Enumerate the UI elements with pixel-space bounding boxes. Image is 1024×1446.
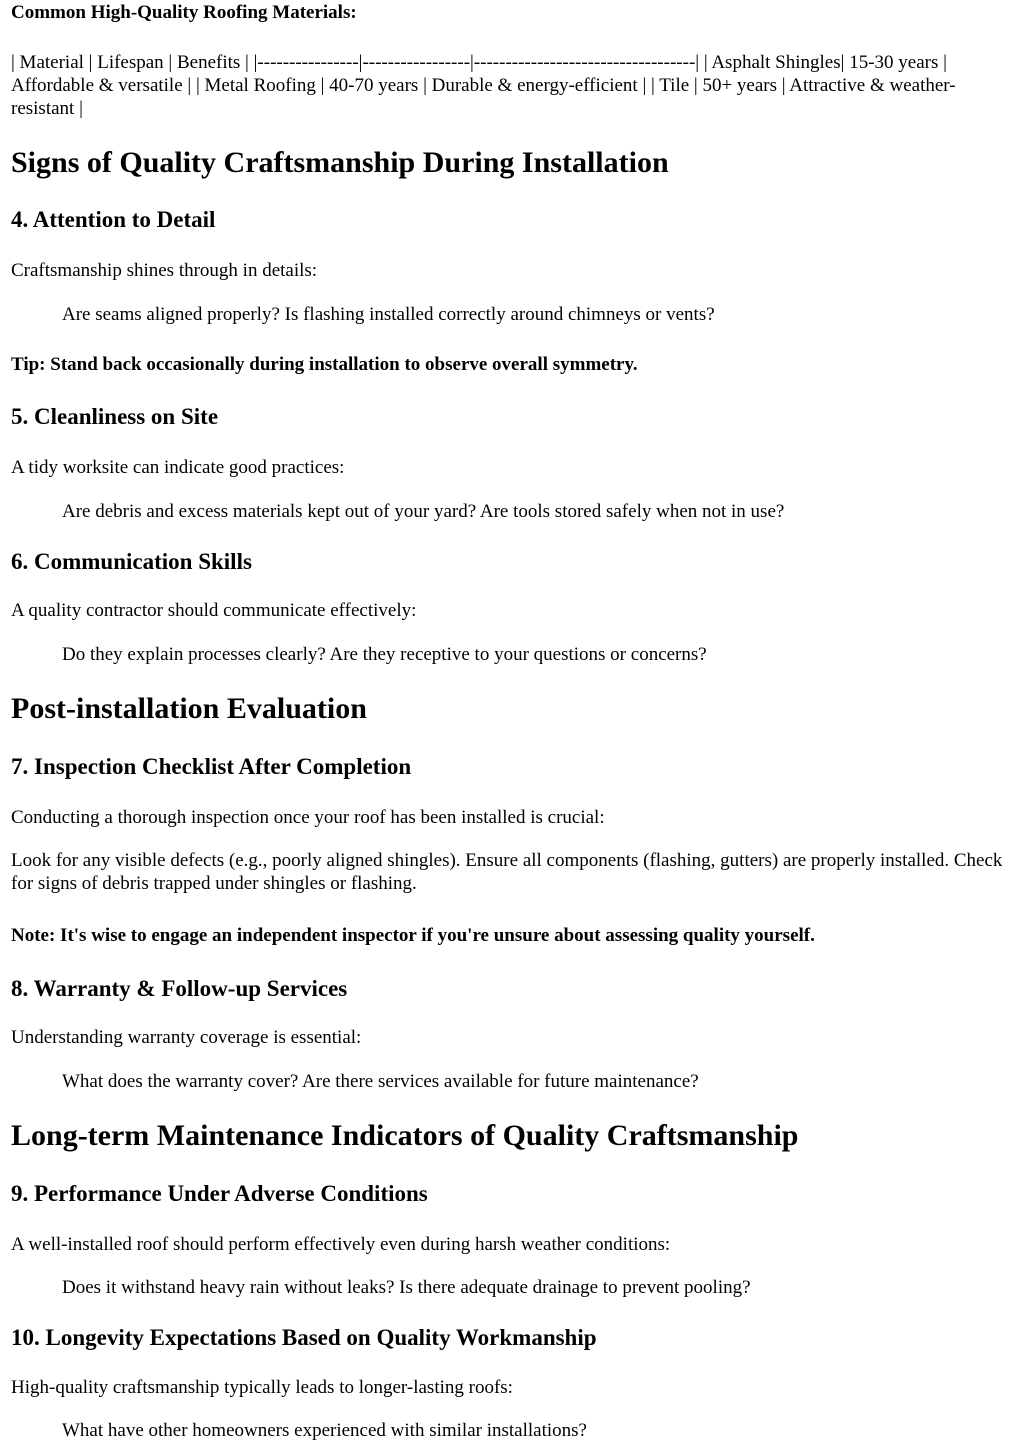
paragraph-warranty-intro: Understanding warranty coverage is essential: (11, 1027, 362, 1048)
section-heading-long-term: Long-term Maintenance Indicators of Quality Craftsmanship (11, 1119, 799, 1152)
blockquote-longevity: What have other homeowners experienced with similar installations? (62, 1420, 587, 1441)
paragraph-inspection-body: Look for any visible defects (e.g., poorly aligned shingles). Ensure all components (flashing, gutters) are properly installed. Check for signs of debris trapped under shingles or flashing. (11, 850, 1003, 894)
section-heading-installation: Signs of Quality Craftsmanship During Installation (11, 146, 669, 179)
subheading-longevity: 10. Longevity Expectations Based on Quality Workmanship (11, 1325, 597, 1350)
paragraph-inspection-intro: Conducting a thorough inspection once your roof has been installed is crucial: (11, 807, 605, 828)
materials-table-text: | Material | Lifespan | Benefits | |----------------|-----------------|-----------------------------------| | Asphalt Shingles| 15-30 years | Affordable & versatile | | Metal Roofing | 40-70 years | Durable & energy-efficient | | Tile | 50+ years | Attractive & weather-resistant | (11, 52, 956, 119)
blockquote-communication: Do they explain processes clearly? Are they receptive to your questions or concerns? (62, 644, 707, 665)
paragraph-longevity-intro: High-quality craftsmanship typically leads to longer-lasting roofs: (11, 1377, 513, 1398)
tip-text: Tip: Stand back occasionally during installation to observe overall symmetry. (11, 354, 638, 375)
materials-heading: Common High-Quality Roofing Materials: (11, 2, 357, 23)
blockquote-warranty: What does the warranty cover? Are there services available for future maintenance? (62, 1071, 699, 1092)
paragraph-communication-intro: A quality contractor should communicate effectively: (11, 600, 417, 621)
blockquote-cleanliness: Are debris and excess materials kept out of your yard? Are tools stored safely when not in use? (62, 501, 785, 522)
section-heading-post-installation: Post-installation Evaluation (11, 692, 367, 725)
paragraph-performance-intro: A well-installed roof should perform effectively even during harsh weather conditions: (11, 1234, 671, 1255)
subheading-warranty: 8. Warranty & Follow-up Services (11, 976, 348, 1001)
note-text: Note: It's wise to engage an independent inspector if you're unsure about assessing quality yourself. (11, 925, 815, 946)
paragraph-cleanliness-intro: A tidy worksite can indicate good practices: (11, 457, 345, 478)
blockquote-detail: Are seams aligned properly? Is flashing installed correctly around chimneys or vents? (62, 304, 715, 325)
blockquote-performance: Does it withstand heavy rain without leaks? Is there adequate drainage to prevent pooling? (62, 1277, 751, 1298)
paragraph-detail-intro: Craftsmanship shines through in details: (11, 260, 318, 281)
subheading-performance: 9. Performance Under Adverse Conditions (11, 1181, 428, 1206)
subheading-communication: 6. Communication Skills (11, 549, 252, 574)
subheading-attention-to-detail: 4. Attention to Detail (11, 207, 216, 232)
subheading-inspection-checklist: 7. Inspection Checklist After Completion (11, 754, 412, 779)
subheading-cleanliness: 5. Cleanliness on Site (11, 404, 219, 429)
